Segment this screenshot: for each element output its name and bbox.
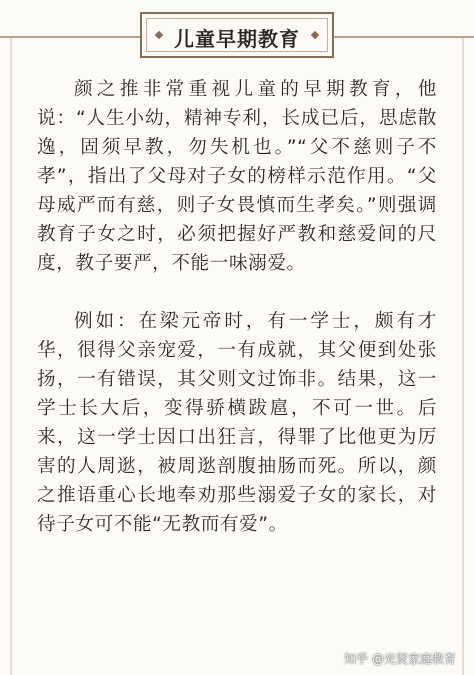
right-border-line	[462, 38, 464, 675]
watermark: 知乎 @光贤家庭教育	[344, 652, 456, 666]
article-body	[37, 75, 437, 539]
paragraph-2: 例如：在梁元帝时，有一学士，颇有才华，很得父亲宠爱，一有成就，其父便到处张扬，一有错误，其父则文过饰非。结果，这一学士长大后，变得骄横跋扈，不可一世。后来，这一学士因口出狂言，得罪了比他更为厉害的人周逖，被周逖剖腹抽肠而死。所以，颜之推语重心长地奉劝那些溺爱子女的家长，对待子女可不能“无教而有爱”。	[37, 311, 437, 535]
left-border-line	[10, 38, 12, 675]
title-frame	[140, 12, 334, 58]
paragraph-1: 颜之推非常重视儿童的早期教育，他说：“人生小幼，精神专利，长成已后，思虑散逸，固须早教，勿失机也。”“父不慈则子不孝”，指出了父母对子女的榜样示范作用。“父母威严而有慈，则子女畏慎而生孝矣。”则强调教育子女之时，必须把握好严教和慈爱间的尺度，教子要严，不能一味溺爱。	[37, 79, 437, 274]
page-title: 儿童早期教育	[174, 27, 300, 51]
